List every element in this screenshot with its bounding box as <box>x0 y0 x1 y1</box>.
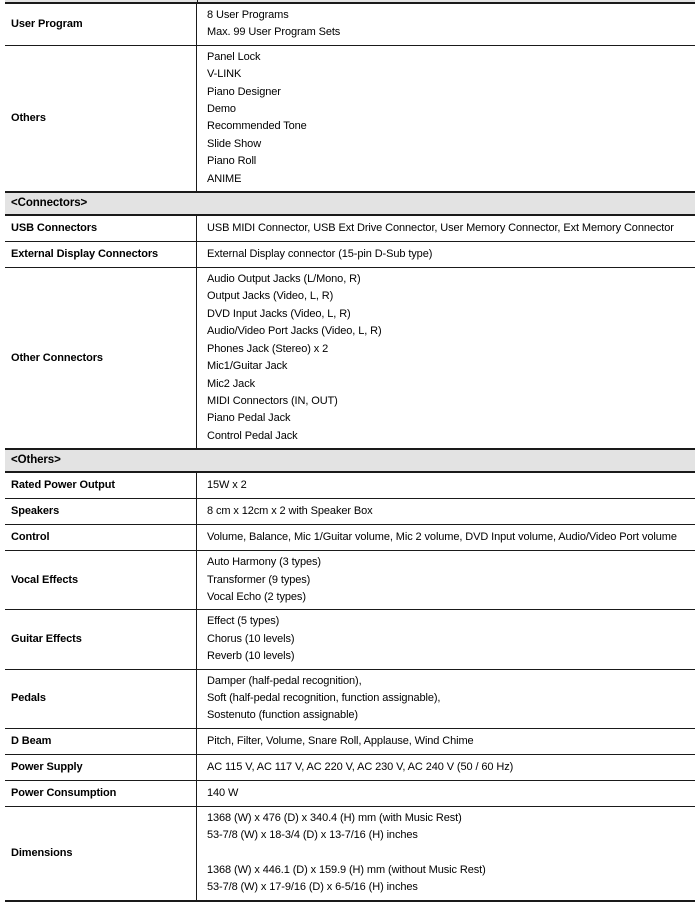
spec-table <box>5 0 695 902</box>
spec-value-line: Mic1/Guitar Jack <box>207 360 288 373</box>
spec-row <box>5 755 695 781</box>
spec-value <box>197 242 695 267</box>
spec-value-line: 53-7/8 (W) x 18-3/4 (D) x 13-7/16 (H) inches <box>207 829 418 842</box>
spec-value-line: Max. 99 User Program Sets <box>207 26 341 39</box>
spec-value <box>197 610 695 668</box>
spec-value <box>197 781 695 806</box>
spec-value-line: Slide Show <box>207 137 262 150</box>
spec-row <box>5 216 695 242</box>
spec-label: D Beam <box>5 729 197 754</box>
spec-value <box>197 807 695 900</box>
spec-row <box>5 729 695 755</box>
spec-value-line: V-LINK <box>207 68 242 81</box>
spec-row <box>5 4 695 46</box>
spec-value-line: AC 115 V, AC 117 V, AC 220 V, AC 230 V, AC 240 V (50 / 60 Hz) <box>207 760 514 773</box>
spec-value-line: Audio Output Jacks (L/Mono, R) <box>207 273 361 286</box>
spec-value-line: Auto Harmony (3 types) <box>207 556 321 569</box>
section-header: <Others> <box>5 448 695 473</box>
section-header: <Connectors> <box>5 191 695 216</box>
spec-value-line: Recommended Tone <box>207 120 307 133</box>
spec-label: User Program <box>5 4 197 45</box>
spec-label: Rated Power Output <box>5 473 197 498</box>
spec-value-line: 1368 (W) x 446.1 (D) x 159.9 (H) mm (without Music Rest) <box>207 863 486 876</box>
spec-label: Guitar Effects <box>5 610 197 668</box>
spec-value <box>197 473 695 498</box>
spec-label: External Display Connectors <box>5 242 197 267</box>
spec-row <box>5 670 695 729</box>
spec-label: Control <box>5 525 197 550</box>
spec-value-line: Audio/Video Port Jacks (Video, L, R) <box>207 325 382 338</box>
spec-value-line: Control Pedal Jack <box>207 429 298 442</box>
spec-label: Dimensions <box>5 807 197 900</box>
spec-value <box>197 755 695 780</box>
spec-value-line: 53-7/8 (W) x 17-9/16 (D) x 6-5/16 (H) inches <box>207 881 418 894</box>
column-divider <box>197 0 198 2</box>
spec-value-line: Piano Roll <box>207 155 257 168</box>
spec-value-line: 8 cm x 12cm x 2 with Speaker Box <box>207 505 373 518</box>
spec-row <box>5 473 695 499</box>
spec-value-line: Soft (half-pedal recognition, function assignable), <box>207 691 441 704</box>
spec-value-line: ANIME <box>207 172 242 185</box>
spec-row <box>5 807 695 902</box>
spec-value <box>197 525 695 550</box>
spec-value-line: Phones Jack (Stereo) x 2 <box>207 342 329 355</box>
spec-row <box>5 242 695 268</box>
spec-value <box>197 268 695 448</box>
spec-row <box>5 551 695 610</box>
spec-value-line: Reverb (10 levels) <box>207 650 295 663</box>
spec-row <box>5 781 695 807</box>
spec-value <box>197 4 695 45</box>
spec-value-line: USB MIDI Connector, USB Ext Drive Connector, User Memory Connector, Ext Memory Connector <box>207 222 674 235</box>
spec-value-line: Damper (half-pedal recognition), <box>207 674 362 687</box>
spec-label: Power Supply <box>5 755 197 780</box>
spec-value-line: Piano Designer <box>207 85 281 98</box>
spec-value-line: Vocal Echo (2 types) <box>207 590 306 603</box>
spec-label: Pedals <box>5 670 197 728</box>
spec-value <box>197 216 695 241</box>
spec-row <box>5 46 695 191</box>
spec-value-line: Sostenuto (function assignable) <box>207 709 358 722</box>
spec-label: Speakers <box>5 499 197 524</box>
spec-label: USB Connectors <box>5 216 197 241</box>
spec-value-line: 1368 (W) x 476 (D) x 340.4 (H) mm (with Music Rest) <box>207 811 462 824</box>
spec-row <box>5 268 695 448</box>
spec-value-line <box>207 845 691 862</box>
spec-value-line: Chorus (10 levels) <box>207 632 295 645</box>
spec-label: Vocal Effects <box>5 551 197 609</box>
spec-label: Others <box>5 46 197 191</box>
spec-value <box>197 551 695 609</box>
spec-value-line: 140 W <box>207 786 239 799</box>
spec-row <box>5 610 695 669</box>
spec-value <box>197 46 695 191</box>
spec-value-line: Mic2 Jack <box>207 377 255 390</box>
spec-label: Power Consumption <box>5 781 197 806</box>
spec-value-line: MIDI Connectors (IN, OUT) <box>207 394 338 407</box>
spec-value-line: Volume, Balance, Mic 1/Guitar volume, Mic 2 volume, DVD Input volume, Audio/Video Port volume <box>207 531 677 544</box>
spec-value-line: 15W x 2 <box>207 479 247 492</box>
spec-value <box>197 670 695 728</box>
spec-value-line: Demo <box>207 103 236 116</box>
spec-value-line: External Display connector (15-pin D-Sub type) <box>207 248 433 261</box>
spec-value <box>197 729 695 754</box>
spec-value-line: Piano Pedal Jack <box>207 412 291 425</box>
spec-row <box>5 525 695 551</box>
spec-row <box>5 499 695 525</box>
spec-value-line: Panel Lock <box>207 50 261 63</box>
previous-section-remnant <box>5 0 695 4</box>
spec-value-line: Output Jacks (Video, L, R) <box>207 290 334 303</box>
spec-value-line: Pitch, Filter, Volume, Snare Roll, Applause, Wind Chime <box>207 734 474 747</box>
spec-value-line: 8 User Programs <box>207 9 289 21</box>
spec-value-line: Transformer (9 types) <box>207 573 311 586</box>
spec-label: Other Connectors <box>5 268 197 448</box>
spec-value-line: DVD Input Jacks (Video, L, R) <box>207 307 351 320</box>
spec-value-line: Effect (5 types) <box>207 615 280 628</box>
spec-value <box>197 499 695 524</box>
